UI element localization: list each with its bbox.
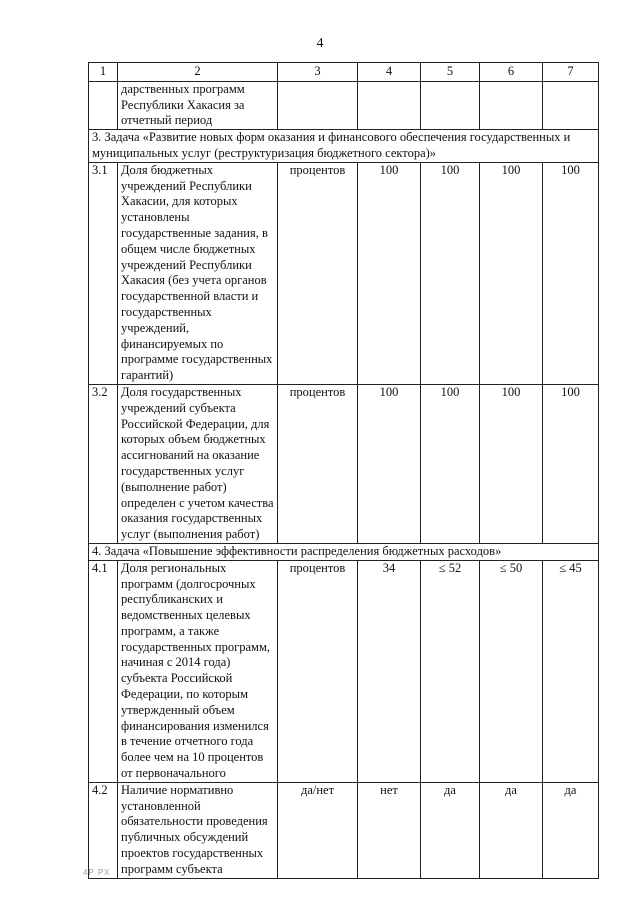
value-col-4: 34 [358,560,421,782]
header-col-2: 2 [118,63,278,82]
indicator-description: Наличие нормативно установленной обязательности проведения публичных обсуждений проектов государственных программ субъекта [118,782,278,878]
unit-cell: да/нет [278,782,358,878]
value-col-7: 100 [543,384,599,543]
value-col-6: 100 [480,162,543,384]
table-row [89,560,599,782]
value-col-5 [421,81,480,129]
value-col-4: 100 [358,162,421,384]
header-col-7: 7 [543,63,599,82]
footer-mark: 4Р РХ [83,868,111,877]
table-row [89,782,599,878]
table-header-row [89,63,599,82]
value-col-5: 100 [421,384,480,543]
row-number: 3.1 [89,162,118,384]
task-row [89,130,599,163]
value-col-5: да [421,782,480,878]
value-col-5: 100 [421,162,480,384]
table-row [89,81,599,129]
value-col-6: ≤ 50 [480,560,543,782]
task-row [89,543,599,560]
unit-cell [278,81,358,129]
value-col-4: нет [358,782,421,878]
header-col-4: 4 [358,63,421,82]
value-col-7 [543,81,599,129]
row-number: 4.2 [89,782,118,878]
value-col-5: ≤ 52 [421,560,480,782]
header-col-3: 3 [278,63,358,82]
indicators-table [88,62,599,879]
row-number: 3.2 [89,384,118,543]
task-heading-4: 4. Задача «Повышение эффективности распределения бюджетных расходов» [89,543,599,560]
row-number [89,81,118,129]
indicator-description: Доля государственных учреждений субъекта Российской Федерации, для которых объем бюджетных ассигнований на оказание государственных услуг (выполнение работ) определен с учетом качества оказания государственных услуг (выполнения работ) [118,384,278,543]
page-number: 4 [316,36,324,51]
indicator-description: дарственных программ Республики Хакасия за отчетный период [118,81,278,129]
unit-cell: процентов [278,384,358,543]
indicator-description: Доля региональных программ (долгосрочных республиканских и ведомственных целевых программ, а также государственных программ, начиная с 2014 года) субъекта Российской Федерации, по которым утвержденный объем финансирования изменился в течение отчетного года более чем на 10 процентов от первоначального [118,560,278,782]
value-col-6 [480,81,543,129]
value-col-4 [358,81,421,129]
header-col-6: 6 [480,63,543,82]
indicator-description: Доля бюджетных учреждений Республики Хакасии, для которых установлены государственные задания, в общем числе бюджетных учреждений Республики Хакасия (без учета органов государственной власти и государственных учреждений, финансируемых по программе государственных гарантий) [118,162,278,384]
unit-cell: процентов [278,560,358,782]
value-col-7: 100 [543,162,599,384]
value-col-7: да [543,782,599,878]
header-col-5: 5 [421,63,480,82]
header-col-1: 1 [89,63,118,82]
value-col-7: ≤ 45 [543,560,599,782]
value-col-6: 100 [480,384,543,543]
value-col-6: да [480,782,543,878]
task-heading-3: 3. Задача «Развитие новых форм оказания и финансового обеспечения государственных и муниципальных услуг (реструктуризация бюджетного сектора)» [89,130,599,163]
table-row [89,384,599,543]
unit-cell: процентов [278,162,358,384]
row-number: 4.1 [89,560,118,782]
table-row [89,162,599,384]
value-col-4: 100 [358,384,421,543]
